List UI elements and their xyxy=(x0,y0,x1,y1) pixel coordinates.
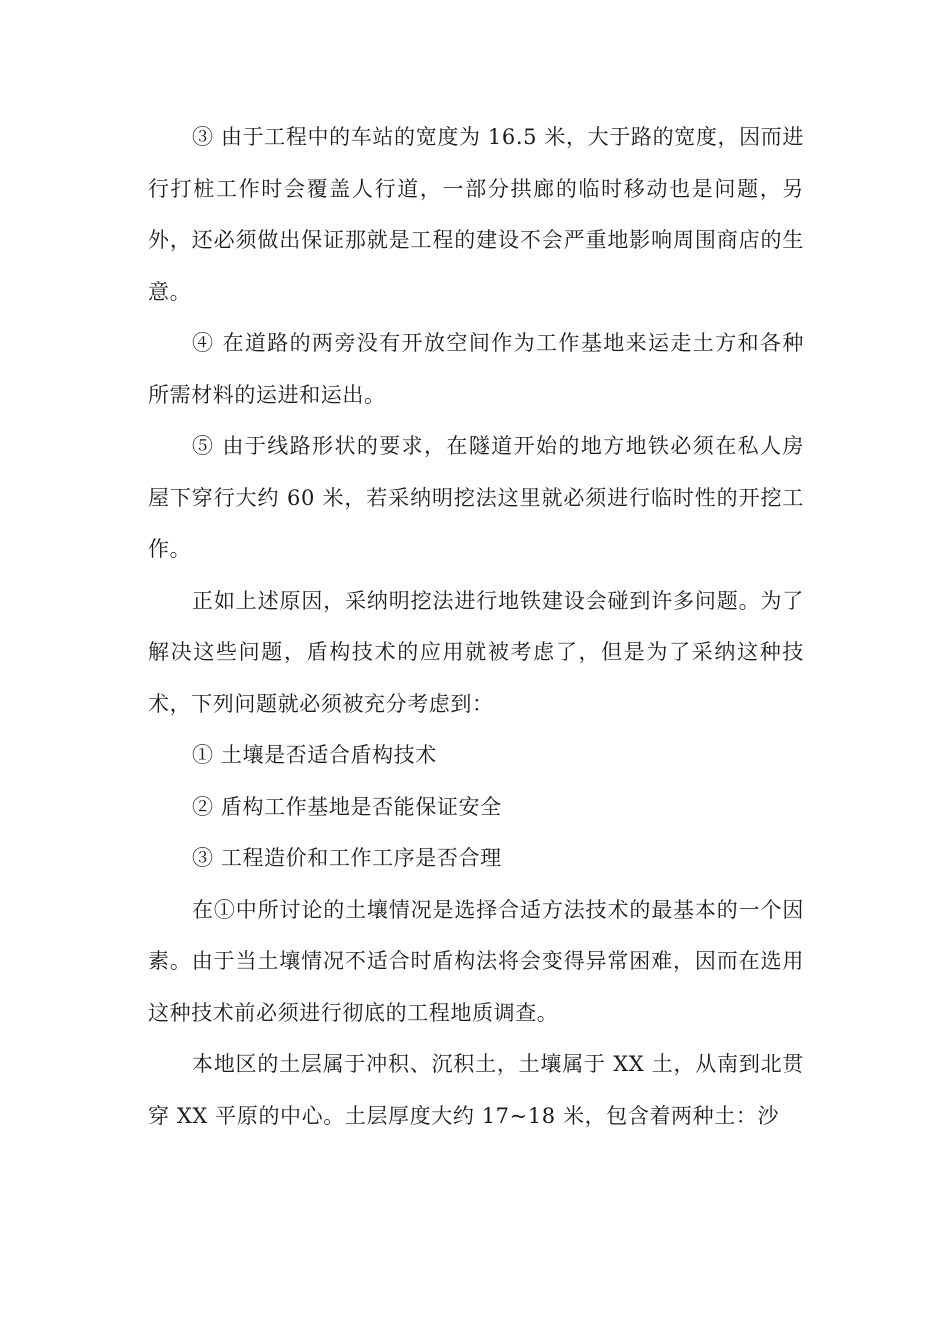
list-item-soil-suitability: ① 土壤是否适合盾构技术 xyxy=(192,743,437,767)
paragraph-station-width: ③ 由于工程中的车站的宽度为 16.5 米，大于路的宽度，因而进行打桩工作时会覆盖人行道，一部分拱廊的临时移动也是问题，另外，还必须做出保证那就是工程的建设不会严重地影响周围商店的生意。 xyxy=(148,125,804,304)
paragraph-route-shape: ⑤ 由于线路形状的要求，在隧道开始的地方地铁必须在私人房屋下穿行大约 60 米，若采纳明挖法这里就必须进行临时性的开挖工作。 xyxy=(148,434,804,561)
list-item-site-safety: ② 盾构工作基地是否能保证安全 xyxy=(192,794,502,819)
list-item-cost-process: ③ 工程造价和工作工序是否合理 xyxy=(192,846,502,870)
paragraph-shield-consideration: 正如上述原因，采纳明挖法进行地铁建设会碰到许多问题。为了解决这些问题，盾构技术的应用就被考虑了，但是为了采纳这种技术，下列问题就必须被充分考虑到： xyxy=(148,588,804,716)
paragraph-soil-survey: 在①中所讨论的土壤情况是选择合适方法技术的最基本的一个因素。由于当土壤情况不适合时盾构法将会变得异常困难，因而在选用这种技术前必须进行彻底的工程地质调查。 xyxy=(148,897,804,1025)
document-body xyxy=(148,112,804,1142)
paragraph-local-soil-layers: 本地区的土层属于冲积、沉积土，土壤属于 XX 土，从南到北贯穿 XX 平原的中心。土层厚度大约 17~18 米，包含着两种土：沙 xyxy=(148,1052,804,1128)
paragraph-no-open-space: ④ 在道路的两旁没有开放空间作为工作基地来运走土方和各种所需材料的运进和运出。 xyxy=(148,331,804,407)
